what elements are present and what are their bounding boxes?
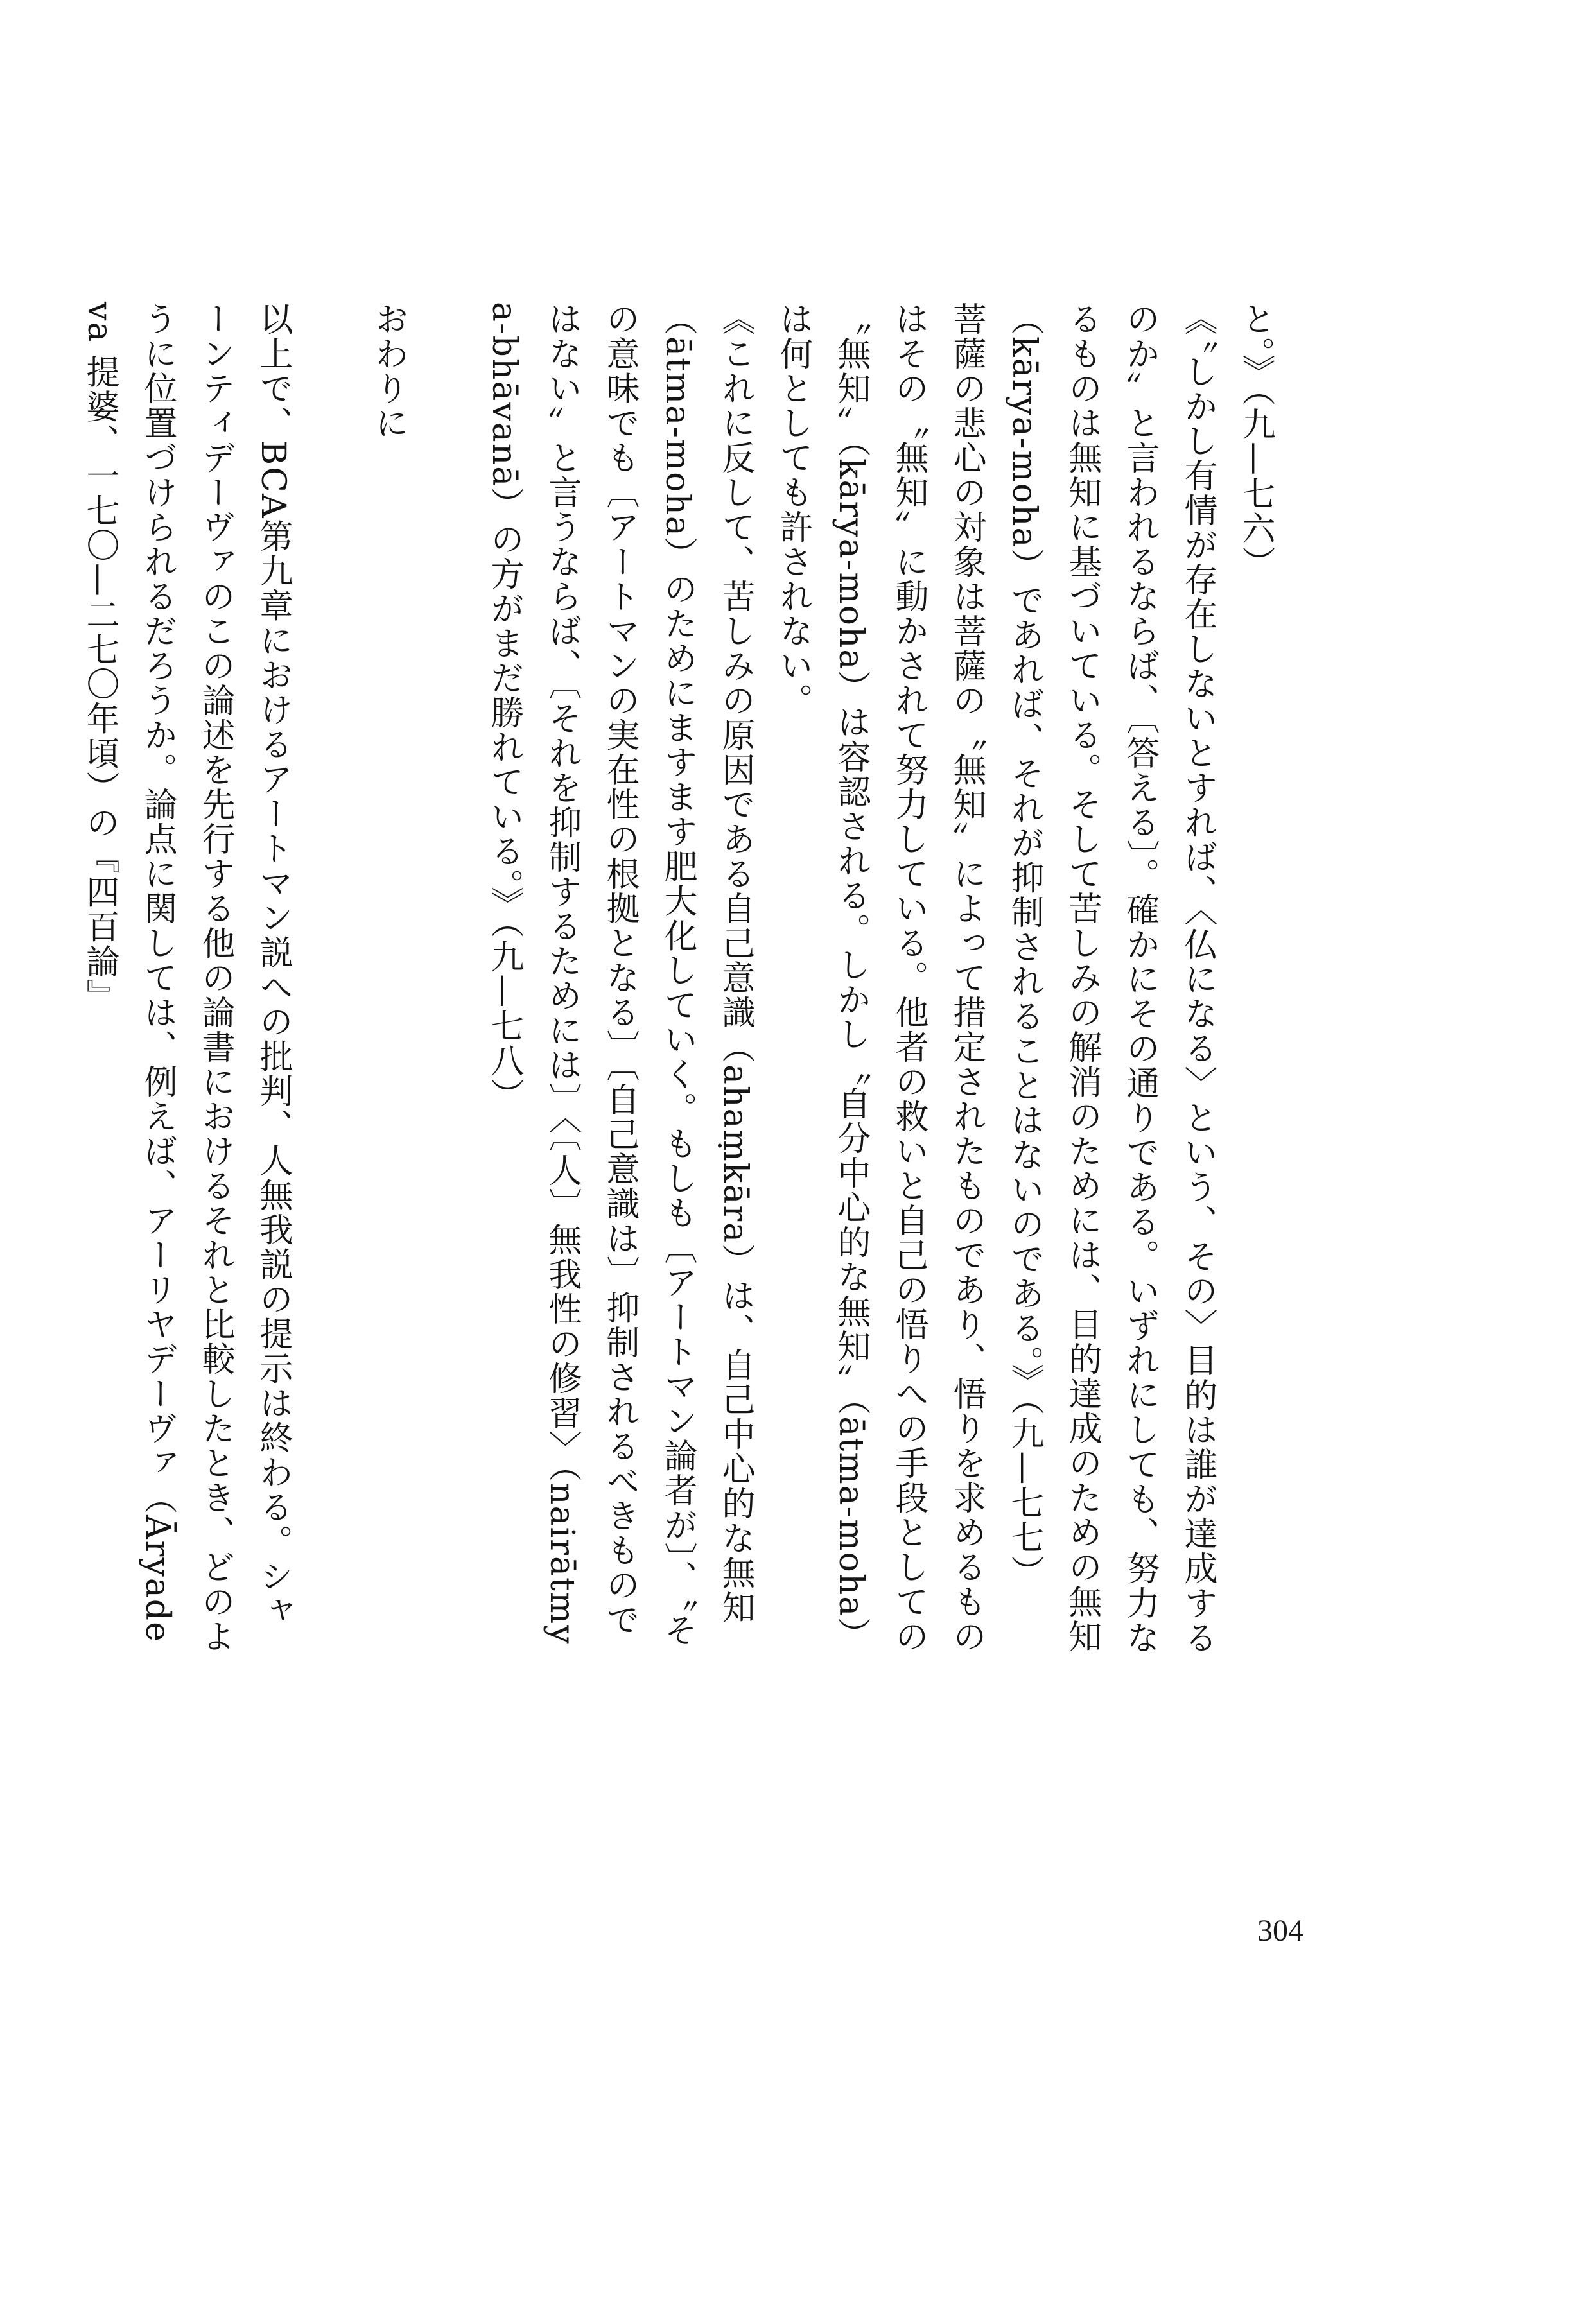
section-heading: おわりに — [369, 302, 408, 440]
paragraph-commentary: 菩薩の悲心の対象は菩薩の〝無知〟によって措定されたものであり、悟りを求めるものはその〝無知〟に動かされて努力している。他者の救いと自己の悟りへの手段としての〝無知〟（kārya-moha）は容認される。しかし〝自分中心的な無知〟（ātma-moha）は何としても許されない。 — [774, 302, 986, 1654]
paragraph-verse-77: 《〝しかし有情が存在しないとすれば、〈仏になる〉という、その〉目的は誰が達成するのか〟と言われるならば、〔答える〕。確かにその通りである。いずれにしても、努力なるものは無知に基づいている。そして苦しみの解消のためには、目的達成のための無知（kārya-moha）であれば、それが抑制されることはないのである。》（九—七七） — [1005, 302, 1217, 1655]
page-number: 304 — [1257, 1914, 1303, 1948]
vertical-text-body — [80, 302, 1284, 1663]
paragraph-verse-78: 《これに反して、苦しみの原因である自己意識（ahaṃkāra）は、自己中心的な無知（ātma-moha）のためにますます肥大化していく。もしも〔アートマン論者が〕、〝その意味でも〔アートマンの実在性の根拠となる〕〔自己意識は〕抑制されるべきものではない〟と言うならば、〔それを抑制するためには〕〈〔人〕無我性の修習〉（nairātmya-bhāvanā）の方がまだ勝れている。》（九—七八） — [485, 302, 754, 1648]
paragraph-verse-76-end: と。》（九—七六） — [1236, 302, 1275, 580]
paragraph-conclusion: 以上で、BCA第九章におけるアートマン説への批判、人無我説の提示は終わる。シャーンティデーヴァのこの論述を先行する他の論書におけるそれと比較したとき、どのように位置づけられるだろうか。論点に関しては、例えば、アーリヤデーヴァ（Āryadeva 提婆、一七〇—二七〇年頃）の『四百論』 — [80, 302, 292, 1654]
